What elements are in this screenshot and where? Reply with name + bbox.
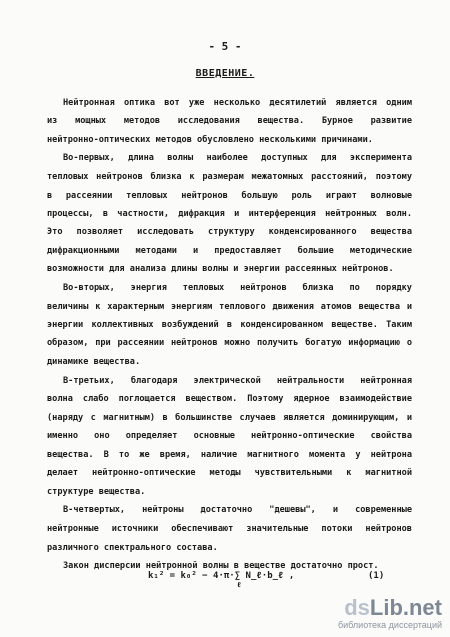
text-line: нейтронные источники обеспечивают значительные потоки нейтронов bbox=[47, 524, 412, 534]
dslib-watermark bbox=[252, 597, 442, 633]
text-line: дифракционными методами и предоставляет большие методические bbox=[47, 246, 412, 256]
text-line: структуре вещества. bbox=[47, 487, 146, 497]
text-line: вещества. В то же время, наличие магнитного момента у нейтрона bbox=[47, 450, 412, 460]
text-line: динамике вещества. bbox=[47, 357, 141, 367]
text-line: Это позволяет исследовать структуру конденсированного вещества bbox=[47, 227, 412, 237]
text-line: нейтронно-оптических методов обусловлено несколькими причинами. bbox=[47, 135, 373, 145]
text-line: процессы, в частности, дифракция и интерференция нейтронных волн. bbox=[47, 209, 412, 219]
formula-sum-index: ℓ bbox=[237, 581, 242, 589]
text-line: в рассеянии тепловых нейтронов большую роль играют волновые bbox=[47, 191, 412, 201]
text-line: Во-первых, длина волны наиболее доступных для эксперимента bbox=[63, 153, 412, 163]
section-heading bbox=[0, 68, 450, 79]
text-line: волна слабо поглощается веществом. Поэтому ядерное взаимодействие bbox=[47, 394, 412, 404]
text-line: Нейтронная оптика вот уже несколько десятилетий является одним bbox=[63, 98, 412, 108]
dispersion-formula bbox=[0, 571, 450, 595]
text-line: величины к характерным энергиям теплового движения атомов вещества и bbox=[47, 302, 412, 312]
text-line: В-четвертых, нейтроны достаточно "дешевы", и современные bbox=[63, 505, 412, 515]
text-line: энергии коллективных возбуждений в конденсированном веществе. Таким bbox=[47, 320, 412, 330]
dslib-subtitle: библиотека диссертаций bbox=[337, 620, 442, 630]
text-line: Во-вторых, энергия тепловых нейтронов близка по порядку bbox=[63, 283, 412, 293]
text-line: из мощных методов исследования вещества. Бурное развитие bbox=[47, 116, 412, 126]
equation-number: (1) bbox=[368, 571, 385, 581]
formula-expression: k₁² = k₀² − 4·π·∑ N_ℓ·b_ℓ , bbox=[148, 571, 295, 581]
text-line: различного спектрального состава. bbox=[47, 543, 218, 553]
page-number: - 5 - bbox=[208, 40, 242, 53]
text-line: тепловых нейтронов близка к размерам межатомных расстояний, поэтому bbox=[47, 172, 412, 182]
text-line: именно оно определяет основные нейтронно-оптические свойства bbox=[47, 431, 412, 441]
section-heading-text: ВВЕДЕНИЕ. bbox=[195, 68, 255, 79]
text-line: Закон дисперсии нейтронной волны в веществе достаточно прост. bbox=[63, 561, 379, 571]
dslib-logo: dsLib.net bbox=[344, 595, 442, 620]
text-line: образом, при рассеянии нейтронов можно получить богатую информацию о bbox=[47, 338, 412, 348]
text-line: возможности для анализа длины волны и энергии рассеянных нейтронов. bbox=[47, 264, 394, 274]
text-line: В-третьих, благодаря электрической нейтральности нейтронная bbox=[63, 376, 412, 386]
text-line: делает нейтронно-оптические методы чувствительными к магнитной bbox=[47, 468, 412, 478]
text-line: (наряду с магнитным) в большинстве случаев является доминирующим, и bbox=[47, 413, 412, 423]
